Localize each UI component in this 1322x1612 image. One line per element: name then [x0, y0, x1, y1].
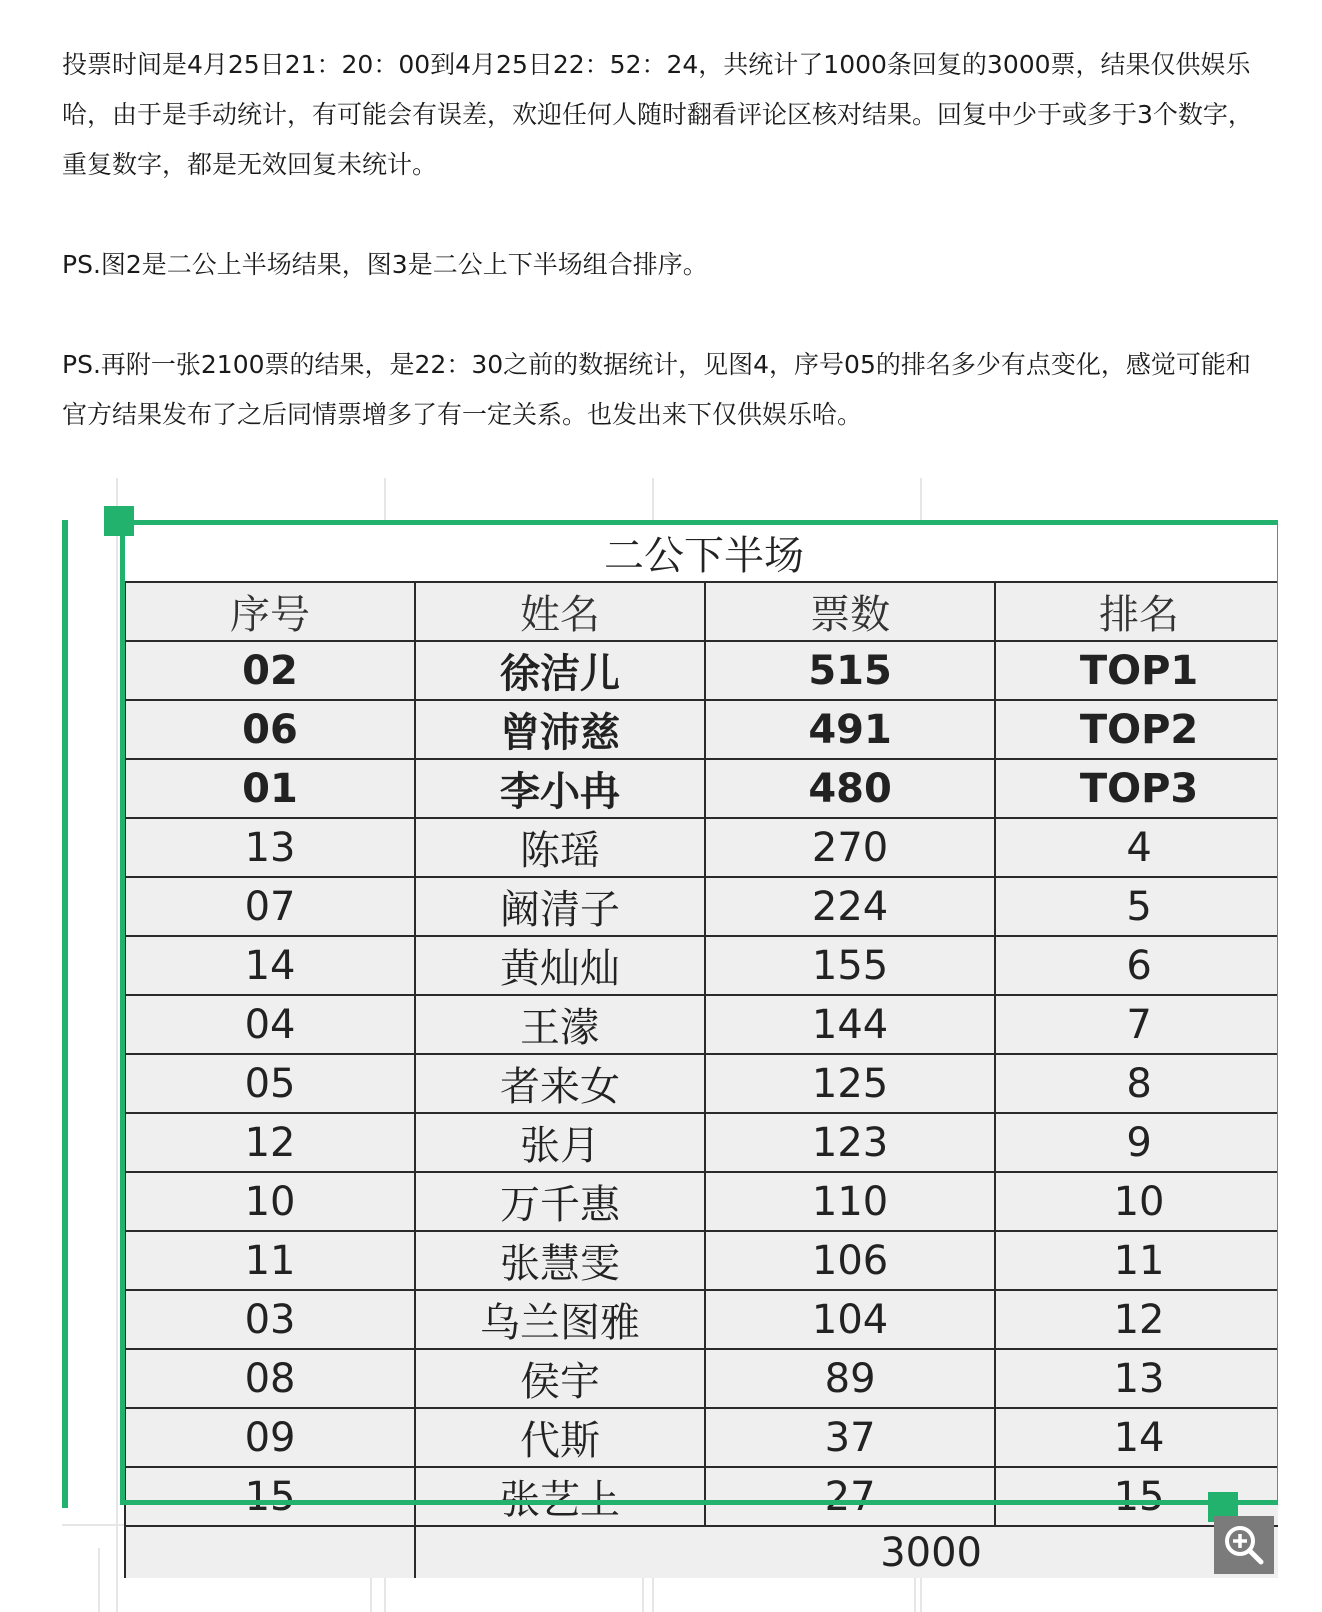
cell-number: 11	[125, 1231, 415, 1290]
total-spacer	[125, 1526, 415, 1578]
cell-rank: TOP2	[995, 700, 1278, 759]
cell-votes: 155	[705, 936, 995, 995]
cell-name: 万千惠	[415, 1172, 705, 1231]
cell-votes: 224	[705, 877, 995, 936]
cell-number: 10	[125, 1172, 415, 1231]
cell-rank: 9	[995, 1113, 1278, 1172]
cell-number: 02	[125, 641, 415, 700]
cell-votes: 515	[705, 641, 995, 700]
cell-number: 07	[125, 877, 415, 936]
cell-name: 张艺上	[415, 1467, 705, 1526]
table-total-row	[125, 1526, 1278, 1578]
total-votes: 3000	[415, 1526, 1278, 1578]
paragraph-ps-1: PS.图2是二公上半场结果，图3是二公上下半场组合排序。	[62, 250, 708, 279]
cell-name: 陈瑶	[415, 818, 705, 877]
cell-rank: 11	[995, 1231, 1278, 1290]
article-body	[62, 40, 1272, 440]
cell-number: 15	[125, 1467, 415, 1526]
zoom-in-icon	[1222, 1523, 1266, 1567]
cell-name: 乌兰图雅	[415, 1290, 705, 1349]
cell-number: 06	[125, 700, 415, 759]
grid-line	[98, 1548, 100, 1612]
cell-name: 曾沛慈	[415, 700, 705, 759]
cell-name: 张慧雯	[415, 1231, 705, 1290]
cell-name: 王濛	[415, 995, 705, 1054]
cell-number: 01	[125, 759, 415, 818]
cell-rank: 13	[995, 1349, 1278, 1408]
cell-votes: 125	[705, 1054, 995, 1113]
cell-rank: 5	[995, 877, 1278, 936]
cell-number: 04	[125, 995, 415, 1054]
table-title: 二公下半场	[125, 524, 1278, 582]
cell-number: 12	[125, 1113, 415, 1172]
cell-votes: 270	[705, 818, 995, 877]
cell-rank: 15	[995, 1467, 1278, 1526]
cell-number: 13	[125, 818, 415, 877]
cell-name: 者来女	[415, 1054, 705, 1113]
cell-votes: 89	[705, 1349, 995, 1408]
cell-number: 09	[125, 1408, 415, 1467]
paragraph-ps-2: PS.再附一张2100票的结果，是22：30之前的数据统计，见图4，序号05的排名多少有点变化，感觉可能和官方结果发布了之后同情票增多了有一定关系。也发出来下仅供娱乐哈。	[62, 350, 1251, 429]
cell-name: 张月	[415, 1113, 705, 1172]
spreadsheet-image	[62, 478, 1278, 1612]
cell-votes: 27	[705, 1467, 995, 1526]
grid-line	[116, 478, 118, 1612]
cell-rank: 7	[995, 995, 1278, 1054]
cell-votes: 110	[705, 1172, 995, 1231]
cell-votes: 37	[705, 1408, 995, 1467]
cell-rank: 4	[995, 818, 1278, 877]
cell-votes: 123	[705, 1113, 995, 1172]
header-number: 序号	[125, 582, 415, 641]
cell-rank: 12	[995, 1290, 1278, 1349]
cell-votes: 480	[705, 759, 995, 818]
header-votes: 票数	[705, 582, 995, 641]
cell-number: 05	[125, 1054, 415, 1113]
selection-handle-top-left[interactable]	[104, 506, 134, 536]
selection-bar	[62, 520, 68, 1508]
selection-border	[120, 520, 1278, 1505]
cell-rank: 14	[995, 1408, 1278, 1467]
cell-name: 侯宇	[415, 1349, 705, 1408]
cell-votes: 106	[705, 1231, 995, 1290]
cell-votes: 104	[705, 1290, 995, 1349]
paragraph-vote-info: 投票时间是4月25日21：20：00到4月25日22：52：24，共统计了1000条回复的3000票，结果仅供娱乐哈，由于是手动统计，有可能会有误差，欢迎任何人随时翻看评论区核对结果。回复中少于或多于3个数字，重复数字，都是无效回复未统计。	[62, 50, 1253, 179]
cell-rank: 10	[995, 1172, 1278, 1231]
cell-number: 03	[125, 1290, 415, 1349]
cell-number: 14	[125, 936, 415, 995]
cell-name: 李小冉	[415, 759, 705, 818]
cell-rank: 8	[995, 1054, 1278, 1113]
cell-rank: TOP3	[995, 759, 1278, 818]
cell-rank: 6	[995, 936, 1278, 995]
cell-name: 黄灿灿	[415, 936, 705, 995]
cell-number: 08	[125, 1349, 415, 1408]
cell-rank: TOP1	[995, 641, 1278, 700]
cell-votes: 144	[705, 995, 995, 1054]
cell-name: 代斯	[415, 1408, 705, 1467]
zoom-button[interactable]	[1214, 1516, 1274, 1574]
cell-votes: 491	[705, 700, 995, 759]
cell-name: 阚清子	[415, 877, 705, 936]
header-rank: 排名	[995, 582, 1278, 641]
cell-name: 徐洁儿	[415, 641, 705, 700]
header-name: 姓名	[415, 582, 705, 641]
